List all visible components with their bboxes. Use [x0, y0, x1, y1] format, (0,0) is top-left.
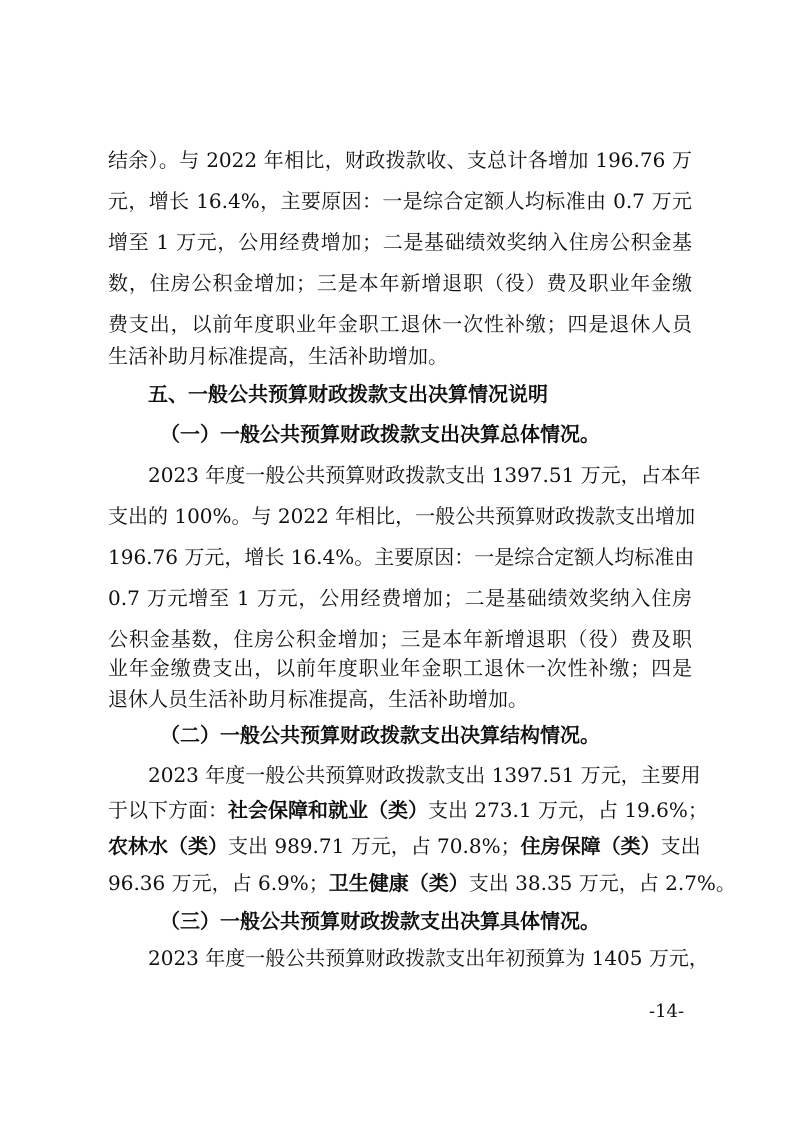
- paragraph-line: 业年金缴费支出，以前年度职业年金职工退休一次性补缴；四是: [108, 656, 692, 680]
- paragraph-line: 生活补助月标准提高，生活补助增加。: [108, 344, 448, 368]
- text-run: 支出 273.1 万元，占 19.6%；: [428, 798, 708, 822]
- text-run: 于以下方面：: [108, 798, 228, 822]
- category-bold: 住房保障（类）: [520, 834, 661, 858]
- paragraph-line: 2023 年度一般公共预算财政拨款支出年初预算为 1405 万元，: [148, 946, 709, 970]
- paragraph-line: 0.7 万元增至 1 万元，公用经费增加；二是基础绩效奖纳入住房: [108, 586, 692, 610]
- category-bold: 农林水（类）: [108, 834, 228, 858]
- paragraph-line: 数，住房公积金增加；三是本年新增退职（役）费及职业年金缴: [108, 271, 692, 295]
- text-run: 支出 989.71 万元，占 70.8%；: [228, 834, 521, 858]
- paragraph-line: 2023 年度一般公共预算财政拨款支出 1397.51 万元，主要用: [148, 763, 701, 787]
- category-bold: 卫生健康（类）: [328, 871, 469, 895]
- category-bold: 社会保障和就业（类）: [228, 798, 428, 822]
- text-run: 96.36 万元，占 6.9%；: [108, 871, 329, 895]
- subsection-heading: （二）一般公共预算财政拨款支出决算结构情况。: [160, 723, 600, 747]
- paragraph-line: 196.76 万元，增长 16.4%。主要原因：一是综合定额人均标准由: [108, 545, 695, 569]
- text-run: 支出: [660, 834, 701, 858]
- paragraph-line: [108, 870, 736, 896]
- page-number: -14-: [649, 1001, 685, 1022]
- subsection-heading: （三）一般公共预算财政拨款支出决算具体情况。: [160, 909, 600, 933]
- text-run: 支出 38.35 万元，占 2.7%。: [468, 871, 736, 895]
- paragraph-line: 结余）。与 2022 年相比，财政拨款收、支总计各增加 196.76 万: [108, 148, 692, 172]
- section-heading: 五、一般公共预算财政拨款支出决算情况说明: [148, 382, 548, 406]
- paragraph-line: 元，增长 16.4%，主要原因：一是综合定额人均标准由 0.7 万元: [108, 189, 692, 213]
- paragraph-line: 支出的 100%。与 2022 年相比，一般公共预算财政拨款支出增加: [108, 504, 696, 528]
- paragraph-line: [108, 797, 708, 823]
- paragraph-line: 2023 年度一般公共预算财政拨款支出 1397.51 万元，占本年: [148, 463, 701, 487]
- paragraph-line: 增至 1 万元，公用经费增加；二是基础绩效奖纳入住房公积金基: [108, 230, 692, 254]
- paragraph-line: [108, 833, 701, 859]
- paragraph-line: 公积金基数，住房公积金增加；三是本年新增退职（役）费及职: [108, 627, 692, 651]
- paragraph-line: 退休人员生活补助月标准提高，生活补助增加。: [108, 687, 528, 711]
- paragraph-line: 费支出，以前年度职业年金职工退休一次性补缴；四是退休人员: [108, 312, 692, 336]
- subsection-heading: （一）一般公共预算财政拨款支出决算总体情况。: [160, 422, 600, 446]
